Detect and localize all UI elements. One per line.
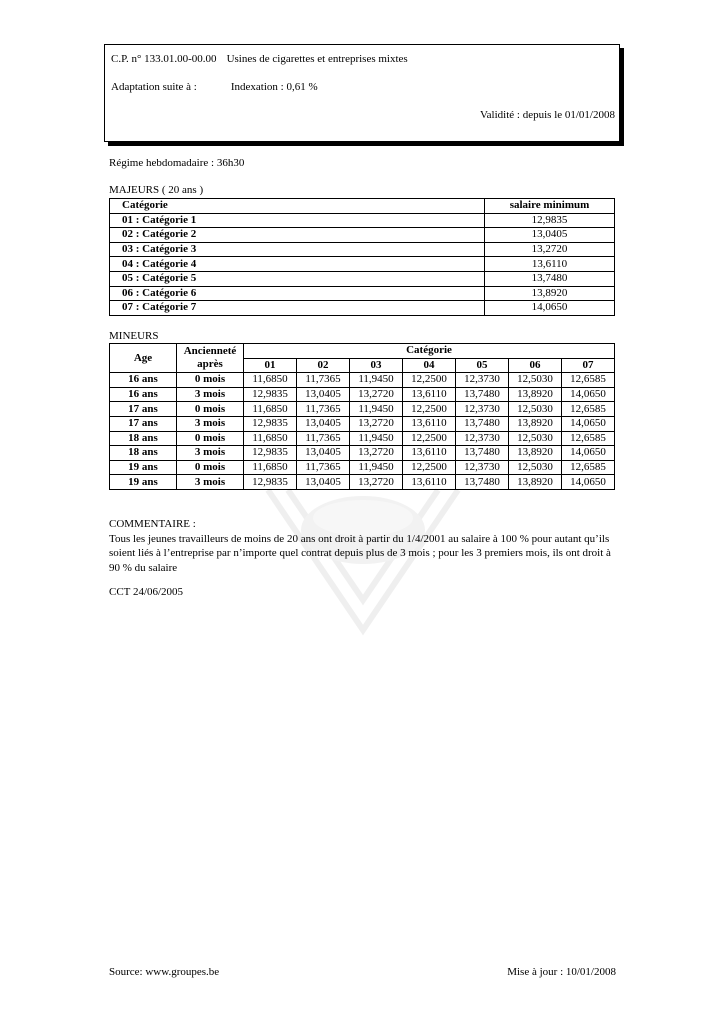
mineurs-anciennete-cell: 0 mois	[177, 373, 244, 388]
mineurs-salary-cell: 11,9450	[350, 431, 403, 446]
mineurs-anciennete-cell: 3 mois	[177, 446, 244, 461]
mineurs-salary-cell: 14,0650	[562, 387, 615, 402]
majeurs-category-cell: 03 : Catégorie 3	[110, 242, 485, 257]
mineurs-row	[110, 373, 615, 388]
majeurs-col-category: Catégorie	[110, 199, 485, 214]
majeurs-row	[110, 257, 615, 272]
mineurs-salary-cell: 12,6585	[562, 402, 615, 417]
majeurs-category-cell: 04 : Catégorie 4	[110, 257, 485, 272]
mineurs-salary-cell: 12,9835	[244, 416, 297, 431]
cct-reference: CCT 24/06/2005	[109, 586, 184, 598]
mineurs-salary-cell: 13,6110	[403, 416, 456, 431]
mineurs-salary-cell: 11,6850	[244, 373, 297, 388]
mineurs-salary-cell: 12,3730	[456, 431, 509, 446]
mineurs-salary-cell: 13,8920	[509, 475, 562, 490]
mineurs-salary-cell: 12,5030	[509, 402, 562, 417]
mineurs-salary-cell: 12,2500	[403, 373, 456, 388]
majeurs-header-row	[110, 199, 615, 214]
mineurs-salary-cell: 12,6585	[562, 460, 615, 475]
mineurs-salary-cell: 13,2720	[350, 446, 403, 461]
mineurs-col-categorie: Catégorie	[244, 344, 615, 359]
majeurs-salary-cell: 14,0650	[485, 301, 615, 316]
majeurs-category-cell: 06 : Catégorie 6	[110, 286, 485, 301]
mineurs-table	[109, 343, 615, 490]
mineurs-age-cell: 18 ans	[110, 446, 177, 461]
majeurs-category-cell: 02 : Catégorie 2	[110, 228, 485, 243]
majeurs-salary-cell: 13,2720	[485, 242, 615, 257]
majeurs-salary-cell: 13,8920	[485, 286, 615, 301]
mineurs-salary-cell: 11,9450	[350, 373, 403, 388]
mineurs-salary-cell: 12,6585	[562, 373, 615, 388]
mineurs-salary-cell: 13,8920	[509, 416, 562, 431]
mineurs-salary-cell: 12,6585	[562, 431, 615, 446]
mineurs-salary-cell: 12,5030	[509, 373, 562, 388]
header-box	[104, 44, 620, 142]
mineurs-salary-cell: 12,9835	[244, 475, 297, 490]
mineurs-row	[110, 460, 615, 475]
mineurs-salary-cell: 13,6110	[403, 475, 456, 490]
mineurs-salary-cell: 12,5030	[509, 460, 562, 475]
commentaire-block	[109, 517, 619, 575]
mineurs-salary-cell: 13,2720	[350, 475, 403, 490]
mineurs-anciennete-cell: 3 mois	[177, 475, 244, 490]
majeurs-row	[110, 213, 615, 228]
mineurs-salary-cell: 12,2500	[403, 460, 456, 475]
mineurs-header-row-1	[110, 344, 615, 359]
mineurs-salary-cell: 11,6850	[244, 460, 297, 475]
cp-title: Usines de cigarettes et entreprises mixtes	[226, 53, 408, 65]
majeurs-row	[110, 286, 615, 301]
mineurs-age-cell: 18 ans	[110, 431, 177, 446]
mineurs-salary-cell: 13,0405	[297, 387, 350, 402]
mineurs-category-header: 01	[244, 358, 297, 373]
cp-number: C.P. n° 133.01.00-00.00	[111, 53, 217, 65]
mineurs-salary-cell: 13,0405	[297, 475, 350, 490]
commentaire-text: Tous les jeunes travailleurs de moins de 20 ans ont droit à partir du 1/4/2001 au salaire à 100 % pour autant qu’ils soient liés à l’entreprise par n’importe quel contrat depuis plus de 3 mois ; pour les 3 premiers mois, ils ont droit à 90 % du salaire	[109, 532, 611, 574]
mineurs-row	[110, 431, 615, 446]
mineurs-salary-cell: 11,9450	[350, 402, 403, 417]
mineurs-age-cell: 19 ans	[110, 460, 177, 475]
adaptation-label: Adaptation suite à :	[111, 81, 197, 93]
majeurs-row	[110, 242, 615, 257]
mineurs-salary-cell: 12,9835	[244, 446, 297, 461]
mineurs-category-header: 05	[456, 358, 509, 373]
mineurs-row	[110, 402, 615, 417]
mineurs-salary-cell: 14,0650	[562, 446, 615, 461]
mineurs-salary-cell: 11,6850	[244, 402, 297, 417]
mineurs-salary-cell: 14,0650	[562, 416, 615, 431]
mineurs-salary-cell: 11,7365	[297, 431, 350, 446]
mineurs-salary-cell: 12,3730	[456, 402, 509, 417]
majeurs-label: MAJEURS ( 20 ans )	[109, 184, 204, 196]
mineurs-row	[110, 387, 615, 402]
validity: Validité : depuis le 01/01/2008	[479, 109, 615, 121]
mineurs-anciennete-cell: 0 mois	[177, 431, 244, 446]
mineurs-row	[110, 475, 615, 490]
mineurs-row	[110, 416, 615, 431]
regime-text: Régime hebdomadaire : 36h30	[109, 157, 245, 169]
commentaire-title: COMMENTAIRE :	[109, 518, 196, 530]
mineurs-salary-cell: 11,7365	[297, 460, 350, 475]
mineurs-salary-cell: 13,6110	[403, 446, 456, 461]
mineurs-anciennete-cell: 0 mois	[177, 460, 244, 475]
mineurs-age-cell: 19 ans	[110, 475, 177, 490]
majeurs-col-salary: salaire minimum	[485, 199, 615, 214]
mineurs-salary-cell: 13,2720	[350, 387, 403, 402]
mineurs-col-anciennete: Ancienneté après	[177, 344, 244, 373]
majeurs-table	[109, 198, 615, 316]
mineurs-salary-cell: 11,9450	[350, 460, 403, 475]
mineurs-salary-cell: 12,2500	[403, 402, 456, 417]
mineurs-salary-cell: 14,0650	[562, 475, 615, 490]
mineurs-label: MINEURS	[109, 330, 159, 342]
mineurs-salary-cell: 13,0405	[297, 446, 350, 461]
majeurs-category-cell: 07 : Catégorie 7	[110, 301, 485, 316]
majeurs-row	[110, 301, 615, 316]
mineurs-salary-cell: 11,7365	[297, 373, 350, 388]
mineurs-salary-cell: 13,8920	[509, 387, 562, 402]
header-line-adaptation	[111, 81, 318, 93]
header-line-cp	[111, 53, 408, 65]
mineurs-salary-cell: 12,5030	[509, 431, 562, 446]
majeurs-salary-cell: 13,7480	[485, 271, 615, 286]
mineurs-age-cell: 16 ans	[110, 373, 177, 388]
mineurs-salary-cell: 13,0405	[297, 416, 350, 431]
majeurs-salary-cell: 12,9835	[485, 213, 615, 228]
mineurs-salary-cell: 13,8920	[509, 446, 562, 461]
mineurs-salary-cell: 12,3730	[456, 373, 509, 388]
mineurs-salary-cell: 13,7480	[456, 387, 509, 402]
majeurs-row	[110, 271, 615, 286]
mineurs-salary-cell: 11,7365	[297, 402, 350, 417]
mineurs-category-header: 04	[403, 358, 456, 373]
mineurs-anciennete-cell: 3 mois	[177, 416, 244, 431]
footer-source: Source: www.groupes.be	[109, 966, 220, 978]
mineurs-category-header: 02	[297, 358, 350, 373]
mineurs-salary-cell: 12,9835	[244, 387, 297, 402]
mineurs-salary-cell: 13,7480	[456, 416, 509, 431]
mineurs-category-header: 03	[350, 358, 403, 373]
mineurs-row	[110, 446, 615, 461]
mineurs-salary-cell: 12,3730	[456, 460, 509, 475]
mineurs-col-age: Age	[110, 344, 177, 373]
mineurs-salary-cell: 13,7480	[456, 446, 509, 461]
mineurs-salary-cell: 11,6850	[244, 431, 297, 446]
majeurs-category-cell: 05 : Catégorie 5	[110, 271, 485, 286]
majeurs-salary-cell: 13,0405	[485, 228, 615, 243]
mineurs-anciennete-cell: 3 mois	[177, 387, 244, 402]
majeurs-salary-cell: 13,6110	[485, 257, 615, 272]
mineurs-category-header: 06	[509, 358, 562, 373]
indexation: Indexation : 0,61 %	[230, 81, 318, 93]
mineurs-anciennete-cell: 0 mois	[177, 402, 244, 417]
mineurs-age-cell: 17 ans	[110, 416, 177, 431]
footer-updated: Mise à jour : 10/01/2008	[507, 966, 616, 978]
mineurs-age-cell: 17 ans	[110, 402, 177, 417]
mineurs-salary-cell: 13,7480	[456, 475, 509, 490]
mineurs-salary-cell: 13,2720	[350, 416, 403, 431]
majeurs-row	[110, 228, 615, 243]
mineurs-category-header: 07	[562, 358, 615, 373]
mineurs-salary-cell: 12,2500	[403, 431, 456, 446]
mineurs-age-cell: 16 ans	[110, 387, 177, 402]
majeurs-category-cell: 01 : Catégorie 1	[110, 213, 485, 228]
mineurs-salary-cell: 13,6110	[403, 387, 456, 402]
